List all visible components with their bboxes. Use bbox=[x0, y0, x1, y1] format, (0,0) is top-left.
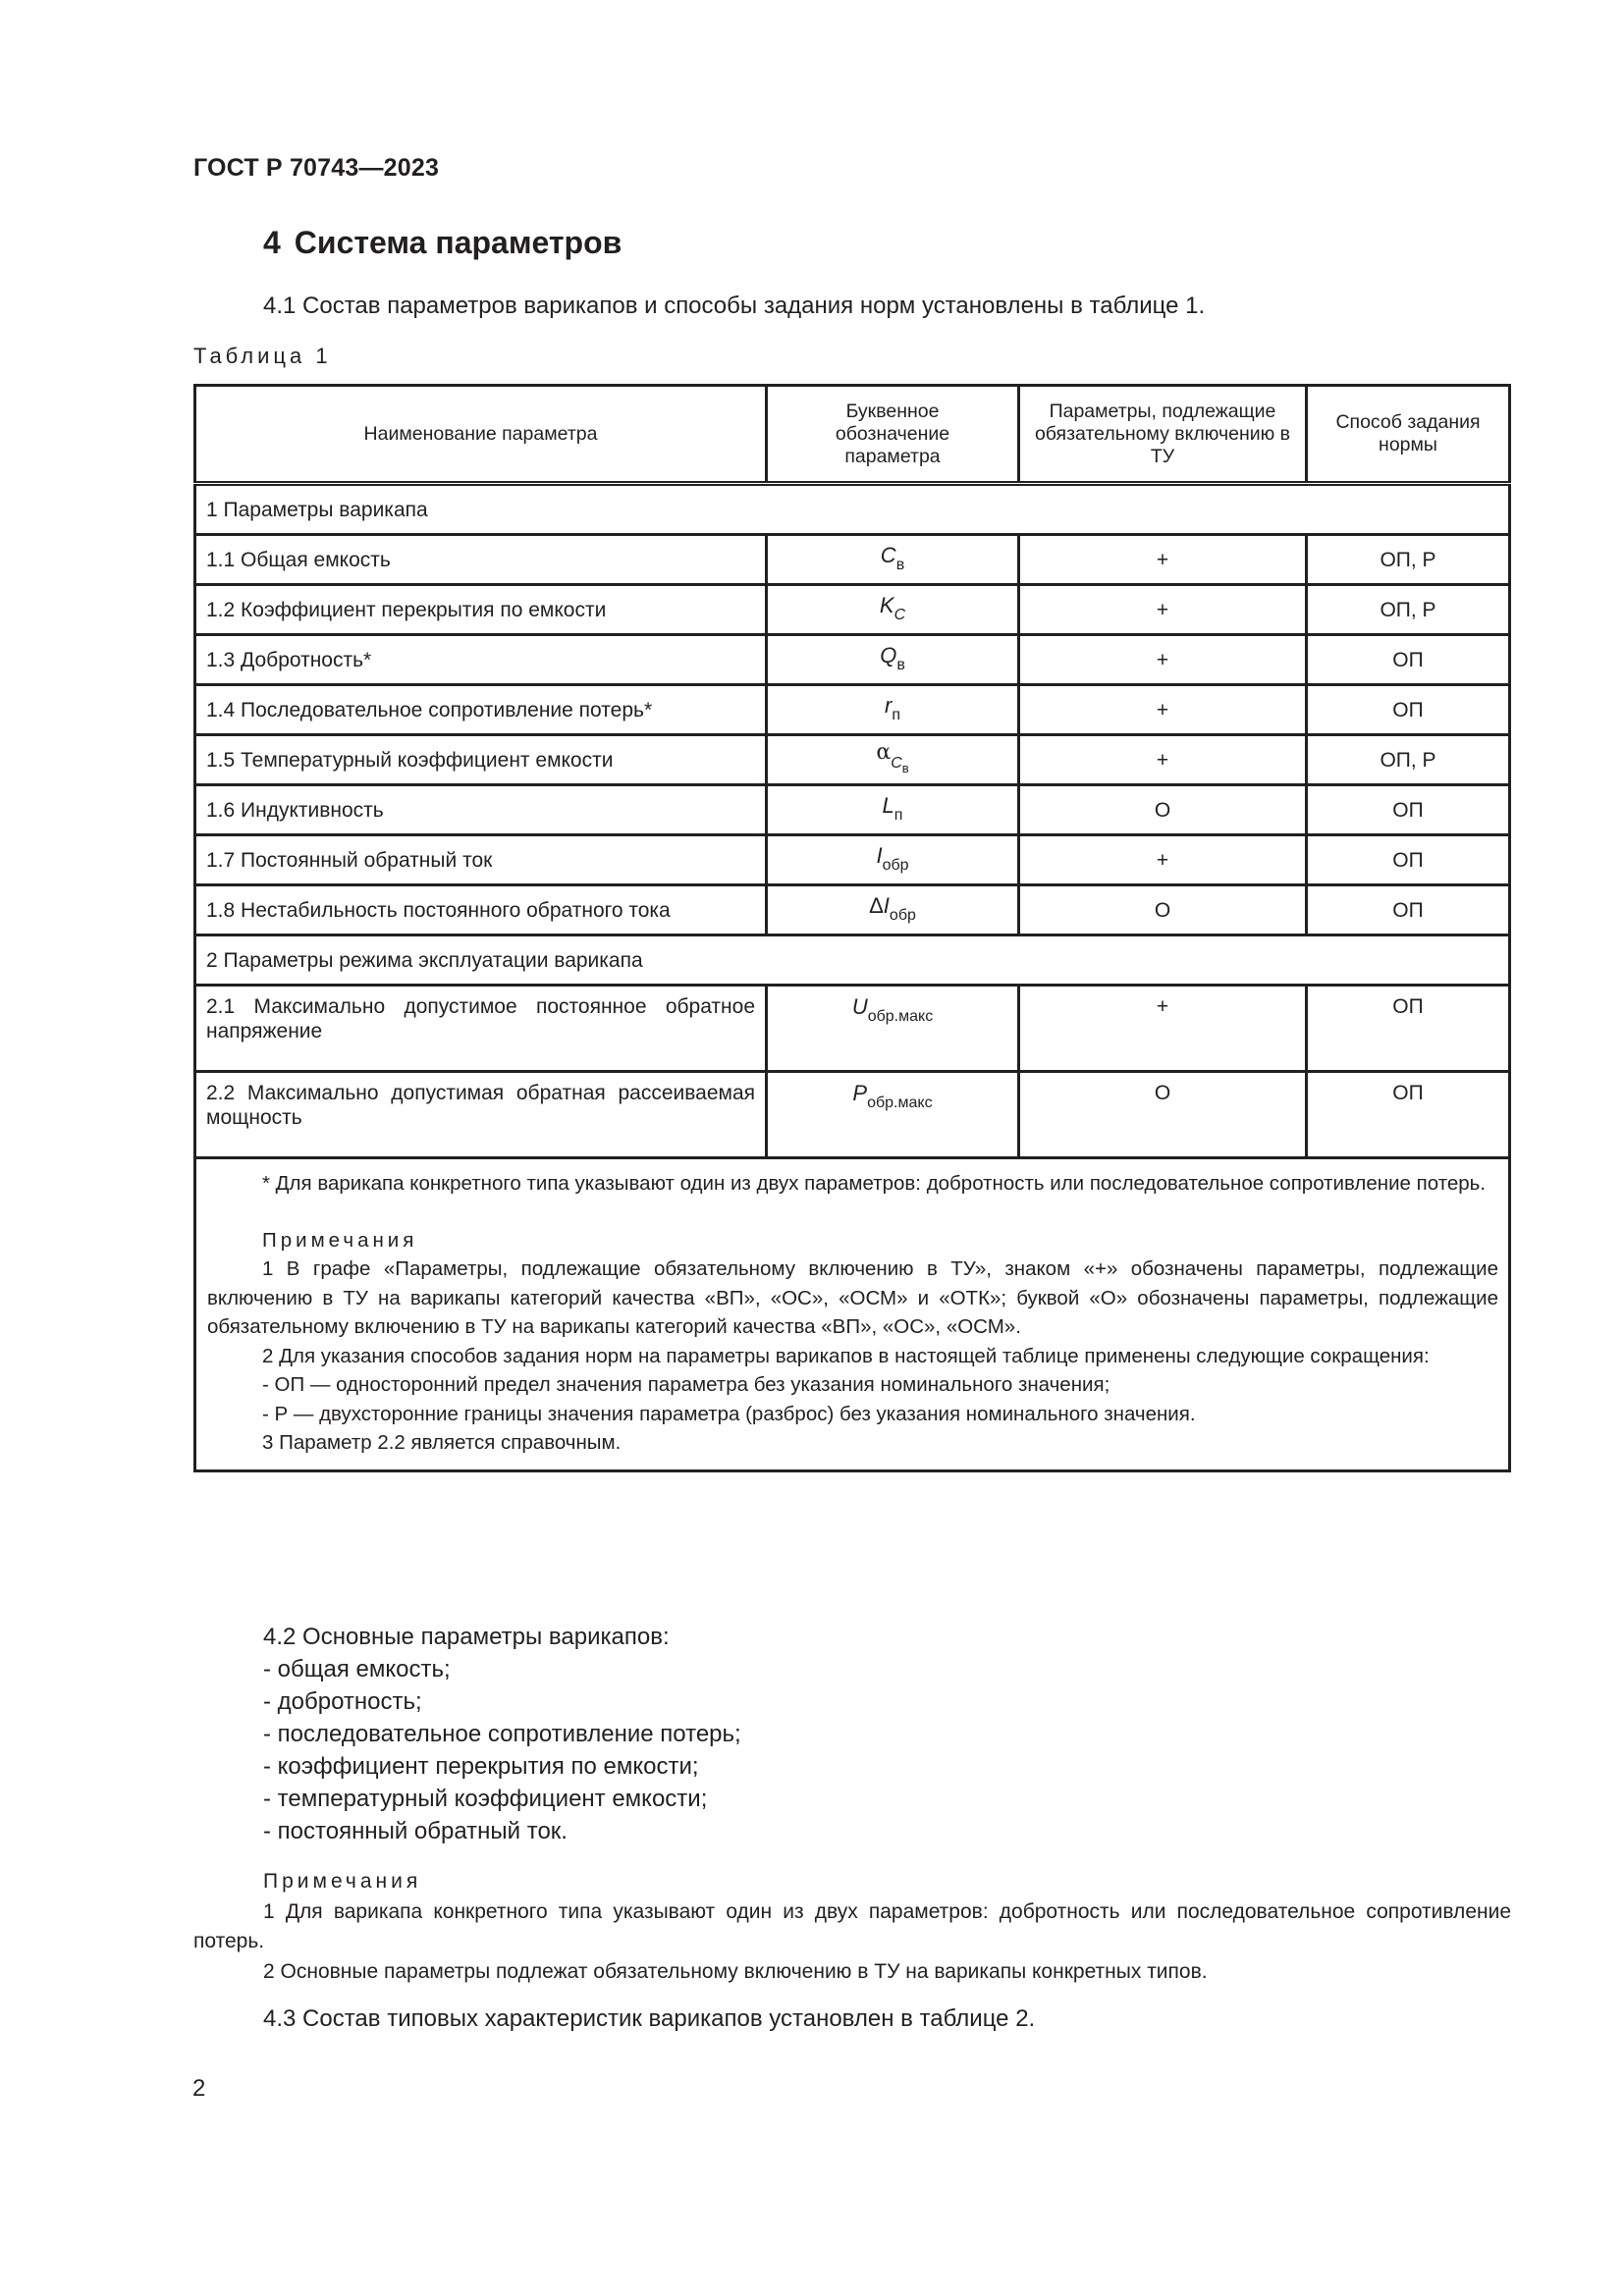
table-notes bbox=[195, 1158, 1510, 1471]
param-name: 2.1 Максимально допустимое постоянное обратное напряжение bbox=[195, 986, 767, 1072]
param-mandatory: + bbox=[1019, 735, 1307, 785]
table-note: 1 В графе «Параметры, подлежащие обязательному включению в ТУ», знаком «+» обозначены параметры, подлежащие включению в ТУ на варикапы категорий качества «ВП», «ОС», «ОСМ» и «ОТК»; буквой «О» обозначены параметры, подлежащие обязательному включению в ТУ на варикапы категорий качества «ВП», «ОС», «ОСМ». bbox=[207, 1257, 1498, 1338]
param-name: 1.8 Нестабильность постоянного обратного тока bbox=[195, 885, 767, 935]
param-name: 1.4 Последовательное сопротивление потерь* bbox=[195, 685, 767, 735]
param-method: ОП bbox=[1307, 835, 1510, 885]
param-mandatory: О bbox=[1019, 1072, 1307, 1158]
table-footnote: * Для варикапа конкретного типа указывают один из двух параметров: добротность или последовательное сопротивление потерь. bbox=[262, 1172, 1487, 1195]
table-header-row bbox=[195, 386, 1510, 484]
group-title: 1 Параметры варикапа bbox=[195, 484, 1510, 535]
list-item: - коэффициент перекрытия по емкости; bbox=[263, 1753, 699, 1780]
param-method: ОП, Р bbox=[1307, 535, 1510, 585]
list-item: - общая емкость; bbox=[263, 1656, 451, 1682]
param-symbol: $C_в$ bbox=[880, 542, 905, 573]
list-item: - постоянный обратный ток. bbox=[263, 1818, 568, 1844]
param-mandatory: + bbox=[1019, 835, 1307, 885]
list-item: - добротность; bbox=[263, 1688, 422, 1715]
table-group-row bbox=[195, 935, 1510, 986]
table-notes-title: Примечания bbox=[262, 1228, 418, 1252]
param-name: 1.1 Общая емкость bbox=[195, 535, 767, 585]
list-item: - температурный коэффициент емкости; bbox=[263, 1786, 708, 1812]
param-name: 1.6 Индуктивность bbox=[195, 785, 767, 835]
table-row bbox=[195, 1072, 1510, 1158]
document-code: ГОСТ Р 70743—2023 bbox=[193, 154, 440, 182]
section-heading bbox=[263, 225, 622, 261]
param-name: 1.5 Температурный коэффициент емкости bbox=[195, 735, 767, 785]
table-row bbox=[195, 585, 1510, 635]
param-name: 1.3 Добротность* bbox=[195, 635, 767, 685]
table-note: - ОП — односторонний предел значения параметра без указания номинального значения; bbox=[262, 1373, 1110, 1396]
table-row bbox=[195, 986, 1510, 1072]
table-row bbox=[195, 535, 1510, 585]
param-symbol: $r_п$ bbox=[885, 692, 900, 723]
section-4-2-intro: 4.2 Основные параметры варикапов: bbox=[263, 1624, 670, 1650]
param-method: ОП, Р bbox=[1307, 585, 1510, 635]
table-row bbox=[195, 785, 1510, 835]
table-row bbox=[195, 735, 1510, 785]
table-notes-row bbox=[195, 1158, 1510, 1471]
note: 2 Основные параметры подлежат обязательному включению в ТУ на варикапы конкретных типов. bbox=[263, 1959, 1208, 1983]
table-row bbox=[195, 835, 1510, 885]
table-row bbox=[195, 685, 1510, 735]
param-symbol: $L_п$ bbox=[882, 792, 903, 824]
header-method: Способ задания нормы bbox=[1307, 386, 1510, 484]
table-note: 2 Для указания способов задания норм на параметры варикапов в настоящей таблице применены следующие сокращения: bbox=[262, 1344, 1430, 1367]
param-symbol: $\alpha_{C_в}$ bbox=[876, 740, 909, 775]
param-mandatory: + bbox=[1019, 585, 1307, 635]
param-symbol: $U_{обр.макс}$ bbox=[851, 994, 934, 1025]
param-mandatory: + bbox=[1019, 685, 1307, 735]
param-name: 1.7 Постоянный обратный ток bbox=[195, 835, 767, 885]
param-symbol: $\Delta I_{обр}$ bbox=[869, 892, 916, 924]
param-mandatory: О bbox=[1019, 785, 1307, 835]
param-method: ОП bbox=[1307, 1072, 1510, 1158]
param-symbol: $P_{обр.макс}$ bbox=[852, 1081, 933, 1111]
table-note: - Р — двухсторонние границы значения параметра (разброс) без указания номинального значения. bbox=[262, 1402, 1196, 1425]
header-name: Наименование параметра bbox=[195, 386, 767, 484]
param-mandatory: О bbox=[1019, 885, 1307, 935]
param-method: ОП bbox=[1307, 685, 1510, 735]
header-symbol: Буквенное обозначение параметра bbox=[767, 386, 1019, 484]
list-item: - последовательное сопротивление потерь; bbox=[263, 1721, 741, 1747]
param-symbol: $Q_в$ bbox=[880, 642, 905, 673]
param-name: 2.2 Максимально допустимая обратная рассеиваемая мощность bbox=[195, 1072, 767, 1158]
param-symbol: $K_C$ bbox=[879, 592, 906, 623]
group-title: 2 Параметры режима эксплуатации варикапа bbox=[195, 935, 1510, 986]
notes-title: Примечания bbox=[263, 1870, 422, 1893]
param-symbol: $I_{обр}$ bbox=[876, 842, 909, 874]
param-method: ОП bbox=[1307, 986, 1510, 1072]
section-4-2-notes bbox=[193, 1867, 1511, 1987]
table-note: 3 Параметр 2.2 является справочным. bbox=[262, 1431, 622, 1454]
param-method: ОП, Р bbox=[1307, 735, 1510, 785]
table-row bbox=[195, 635, 1510, 685]
param-mandatory: + bbox=[1019, 635, 1307, 685]
note: 1 Для варикапа конкретного типа указывают один из двух параметров: добротность или последовательное сопротивление потерь. bbox=[193, 1899, 1511, 1952]
table-label: Таблица 1 bbox=[193, 344, 332, 368]
parameters-table bbox=[193, 384, 1511, 1472]
param-name: 1.2 Коэффициент перекрытия по емкости bbox=[195, 585, 767, 635]
header-mandatory: Параметры, подлежащие обязательному включению в ТУ bbox=[1019, 386, 1307, 484]
param-method: ОП bbox=[1307, 635, 1510, 685]
param-mandatory: + bbox=[1019, 986, 1307, 1072]
section-4-2 bbox=[263, 1621, 1508, 1847]
table-row bbox=[195, 885, 1510, 935]
param-method: ОП bbox=[1307, 885, 1510, 935]
param-mandatory: + bbox=[1019, 535, 1307, 585]
paragraph-4-1: 4.1 Состав параметров варикапов и способы задания норм установлены в таблице 1. bbox=[263, 293, 1206, 319]
paragraph-4-3: 4.3 Состав типовых характеристик варикапов установлен в таблице 2. bbox=[263, 2005, 1036, 2032]
section-title: Система параметров bbox=[294, 225, 623, 260]
param-method: ОП bbox=[1307, 785, 1510, 835]
table-group-row bbox=[195, 484, 1510, 535]
section-number: 4 bbox=[263, 225, 281, 260]
page-number: 2 bbox=[192, 2075, 206, 2102]
